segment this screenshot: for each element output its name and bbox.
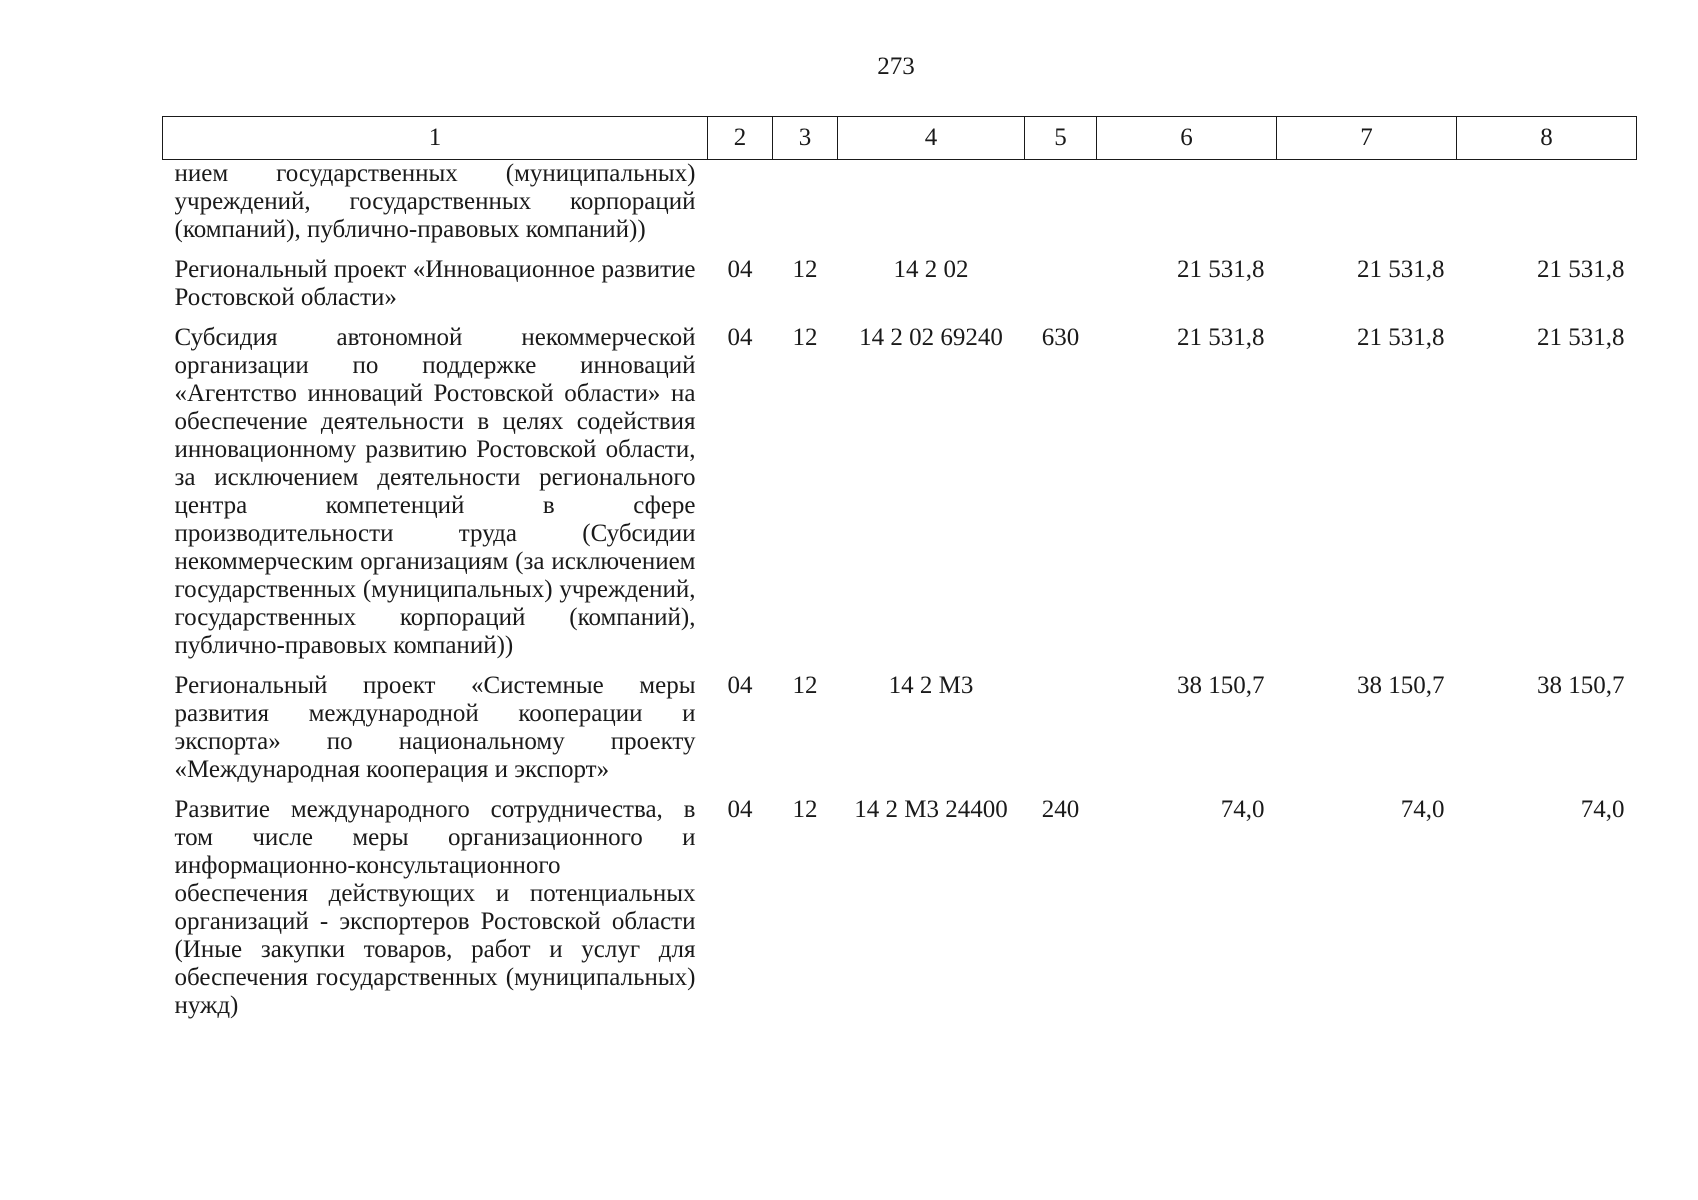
row-expense-type: 240 [1041, 796, 1080, 823]
row-amount-col8 [1457, 160, 1637, 257]
row-section: 04 [727, 324, 753, 351]
column-header: 4 [838, 117, 1025, 160]
table-row [163, 672, 1637, 796]
row-description: Региональный проект «Системные меры развития международной кооперации и экспорта» по национальному проекту «Международная кооперация и экспорт» [174, 672, 696, 783]
row-subsection: 12 [792, 324, 818, 351]
row-expense-type [1025, 256, 1097, 324]
row-section: 04 [727, 256, 753, 283]
row-amount-col7: 74,0 [1400, 796, 1445, 823]
row-target-code: 14 2 02 69240 [859, 324, 1003, 351]
row-subsection [773, 160, 838, 257]
column-header: 2 [708, 117, 773, 160]
column-header: 5 [1025, 117, 1097, 160]
row-amount-col7 [1277, 160, 1457, 257]
table-row [163, 256, 1637, 324]
column-header: 3 [773, 117, 838, 160]
budget-table [162, 116, 1637, 1032]
table-row [163, 796, 1637, 1032]
row-amount-col7: 38 150,7 [1357, 672, 1445, 699]
row-subsection: 12 [792, 256, 818, 283]
table-row [163, 160, 1637, 257]
row-target-code [838, 160, 1025, 257]
table-row [163, 324, 1637, 672]
row-subsection: 12 [792, 672, 818, 699]
row-expense-type [1025, 672, 1097, 796]
column-header: 7 [1277, 117, 1457, 160]
row-target-code: 14 2 M3 24400 [854, 796, 1008, 823]
row-target-code: 14 2 02 [893, 256, 969, 283]
row-amount-col6 [1097, 160, 1277, 257]
row-amount-col8: 74,0 [1580, 796, 1625, 823]
table-header-row [163, 117, 1637, 160]
row-amount-col7: 21 531,8 [1357, 256, 1445, 283]
row-expense-type: 630 [1041, 324, 1080, 351]
row-amount-col6: 74,0 [1220, 796, 1265, 823]
row-section [708, 160, 773, 257]
row-amount-col6: 21 531,8 [1177, 256, 1265, 283]
column-header: 6 [1097, 117, 1277, 160]
row-amount-col6: 38 150,7 [1177, 672, 1265, 699]
column-header: 8 [1457, 117, 1637, 160]
row-amount-col7: 21 531,8 [1357, 324, 1445, 351]
column-header: 1 [163, 117, 708, 160]
row-amount-col6: 21 531,8 [1177, 324, 1265, 351]
row-section: 04 [727, 796, 753, 823]
row-amount-col8: 21 531,8 [1537, 256, 1625, 283]
row-description: нием государственных (муниципальных) учреждений, государственных корпораций (компаний), публично-правовых компаний)) [174, 160, 696, 243]
page-number: 273 [877, 53, 915, 80]
row-subsection: 12 [792, 796, 818, 823]
row-amount-col8: 38 150,7 [1537, 672, 1625, 699]
row-description: Субсидия автономной некоммерческой организации по поддержке инноваций «Агентство инноваций Ростовской области» на обеспечение деятельности в целях содействия инновационному развитию Ростовской области, за исключением деятельности регионального центра компетенций в сфере производительности труда (Субсидии некоммерческим организациям (за исключением государственных (муниципальных) учреждений, государственных корпораций (компаний), публично-правовых компаний)) [174, 324, 696, 659]
row-amount-col8: 21 531,8 [1537, 324, 1625, 351]
row-expense-type [1025, 160, 1097, 257]
row-target-code: 14 2 M3 [888, 672, 974, 699]
row-section: 04 [727, 672, 753, 699]
row-description: Региональный проект «Инновационное развитие Ростовской области» [174, 256, 696, 311]
row-description: Развитие международного сотрудничества, в том числе меры организационного и информационно-консультационного обеспечения действующих и потенциальных организаций - экспортеров Ростовской области (Иные закупки товаров, работ и услуг для обеспечения государственных (муниципальных) нужд) [174, 796, 696, 1019]
